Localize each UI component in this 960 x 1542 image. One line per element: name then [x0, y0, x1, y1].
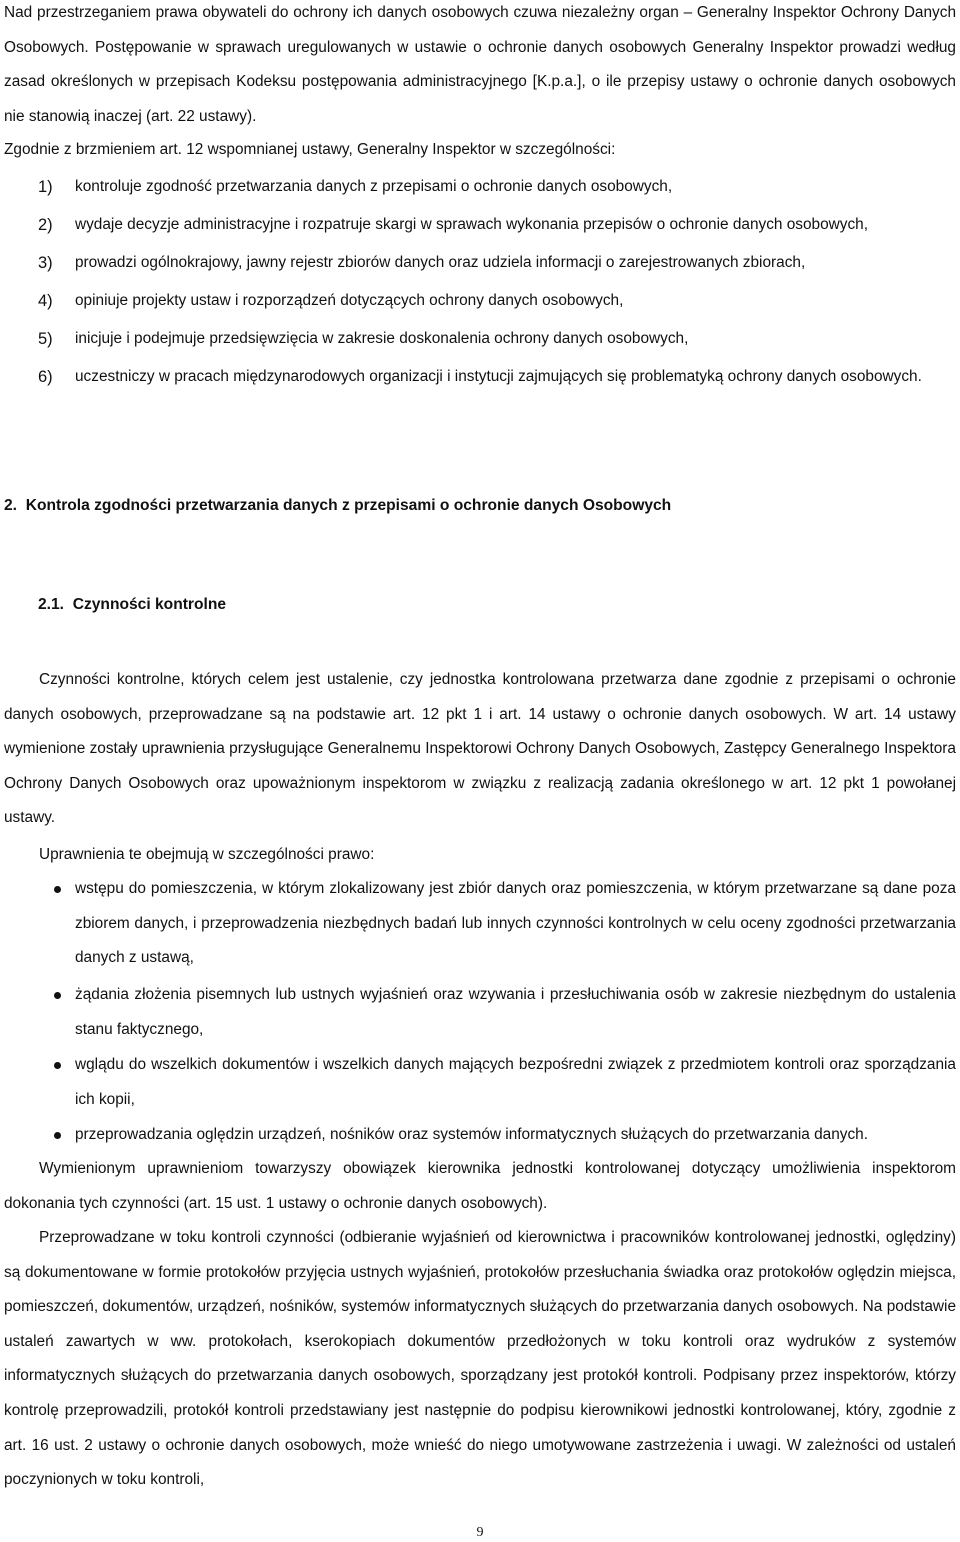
- section-2-heading: 2. Kontrola zgodności przetwarzania danych z przepisami o ochronie danych Osobowych: [4, 497, 672, 514]
- document-page: Nad przestrzeganiem prawa obywateli do ochrony ich danych osobowych czuwa niezależny organ – Generalny Inspektor Ochrony Danych Osobowych. Postępowanie w sprawach uregulowanych w ustawie o ochronie danych osobowych Generalny Inspektor prowadzi według zasad określonych w przepisach Kodeksu postępowania administracyjnego [K.p.a.], o ile przepisy ustawy o ochronie danych osobowych nie stanowią inaczej (art. 22 ustawy). Zgodnie z brzmieniem art. 12 wspomnianej ustawy, Generalny Inspektor w szczególności: 1) kontroluje zgodność przetwarzania danych z przepisami o ochronie danych osobowych, 2) wydaje decyzje administracyjne i rozpatruje skargi w sprawach wykonania przepisów o ochronie danych osobowych, 3) prowadzi ogólnokrajowy, jawny rejestr zbiorów danych oraz udziela informacji o zarejestrowanych zbiorach, 4) opiniuje projekty ustaw i rozporządzeń dotyczących ochrony danych osobowych, 5) inicjuje i podejmuje przedsięwzięcia w zakresie doskonalenia ochrony danych osobowych, 6) uczestniczy w pracach międzynarodowych organizacji i instytucji zajmujących się problematyką ochrony danych osobowych. 2. Kontrola zgodności przetwarzania danych z przepisami o ochronie danych Osobowych 2.1. Czynności kontrolne Czynności kontrolne, których celem jest ustalenie, czy jednostka kontrolowana przetwarza dane zgodnie z przepisami o ochronie danych osobowych, przeprowadzane są na podstawie art. 12 pkt 1 i art. 14 ustawy o ochronie danych osobowych. W art. 14 ustawy wymienione zostały uprawnienia przysługujące Generalnemu Inspektorowi Ochrony Danych Osobowych, Zastępcy Generalnego Inspektora Ochrony Danych Osobowych oraz upoważnionym inspektorom w związku z realizacją zadania określonego w art. 12 pkt 1 powołanej ustawy. Uprawnienia te obejmują w szczególności prawo: wstępu do pomieszczenia, w którym zlokalizowany jest zbiór danych oraz pomieszczenia, w którym przetwarzane są dane poza zbiorem danych, i przeprowadzenia niezbędnych badań lub innych czynności kontrolnych w celu oceny zgodności przetwarzania danych z ustawą, żądania złożenia pisemnych lub ustnych wyjaśnień oraz wzywania i przesłuchiwania osób w zakresie niezbędnym do ustalenia stanu faktycznego, wglądu do wszelkich dokumentów i wszelkich danych mających bezpośredni związek z przedmiotem kontroli oraz sporządzania ich kopii, przeprowadzania oględzin urządzeń, nośników oraz systemów informatycznych służących do przetwarzania danych. Wymienionym uprawnieniom towarzyszy obowiązek kierownika jednostki kontrolowanej dotyczący umożliwienia inspektorom dokonania tych czynności (art. 15 ust. 1 ustawy o ochronie danych osobowych). Przeprowadzane w toku kontroli czynności (odbieranie wyjaśnień od kierownictwa i pracowników kontrolowanej jednostki, oględziny) są dokumentowane w formie protokołów przyjęcia ustnych wyjaśnień, protokołów przesłuchania świadka oraz protokołów oględzin miejsca, pomieszczeń, dokumentów, urządzeń, nośników, systemów informatycznych służących do przetwarzania danych osobowych. Na podstawie ustaleń zawartych w ww. protokołach, kserokopiach dokumentów przedłożonych w toku kontroli oraz wydruków z systemów informatycznych służących do przetwarzania danych osobowych, sporządzany jest protokół kontroli. Podpisany przez inspektorów, którzy kontrolę przeprowadzili, protokół kontroli przedstawiany jest następnie do podpisu kierownikowi jednostki kontrolowanej, który, zgodnie z art. 16 ust. 2 ustawy o ochronie danych osobowych, może wnieść do niego umotywowane zastrzeżenia i uwagi. W zależności od ustaleń poczynionych w toku kontroli, 9: [0, 0, 960, 1542]
- czynnosci-paragraph: Czynności kontrolne, których celem jest ustalenie, czy jednostka kontrolowana przetwarza dane zgodnie z przepisami o ochronie danych osobowych, przeprowadzane są na podstawie art. 12 pkt 1 i art. 14 ustawy o ochronie danych osobowych. W art. 14 ustawy wymienione zostały uprawnienia przysługujące Generalnemu Inspektorowi Ochrony Danych Osobowych, Zastępcy Generalnego Inspektora Ochrony Danych Osobowych oraz upoważnionym inspektorom w związku z realizacją zadania określonego w art. 12 pkt 1 powołanej ustawy.: [4, 671, 956, 827]
- uprawnienia-paragraph: Uprawnienia te obejmują w szczególności prawo:: [39, 846, 375, 863]
- section-2-1-heading: 2.1. Czynności kontrolne: [38, 596, 227, 613]
- zgodnie-paragraph: Zgodnie z brzmieniem art. 12 wspomnianej ustawy, Generalny Inspektor w szczególności:: [4, 141, 616, 158]
- page-number: 9: [476, 1525, 484, 1540]
- bullet-icon: [54, 1062, 61, 1069]
- wymienionym-paragraph: Wymienionym uprawnieniom towarzyszy obowiązek kierownika jednostki kontrolowanej dotyczący umożliwienia inspektorom dokonania tych czynności (art. 15 ust. 1 ustawy o ochronie danych osobowych).: [4, 1160, 956, 1212]
- przeprowadzane-paragraph: Przeprowadzane w toku kontroli czynności (odbieranie wyjaśnień od kierownictwa i pracowników kontrolowanej jednostki, oględziny) są dokumentowane w formie protokołów przyjęcia ustnych wyjaśnień, protokołów przesłuchania świadka oraz protokołów oględzin miejsca, pomieszczeń, dokumentów, urządzeń, nośników, systemów informatycznych służących do przetwarzania danych osobowych. Na podstawie ustaleń zawartych w ww. protokołach, kserokopiach dokumentów przedłożonych w toku kontroli oraz wydruków z systemów informatycznych służących do przetwarzania danych osobowych, sporządzany jest protokół kontroli. Podpisany przez inspektorów, którzy kontrolę przeprowadzili, protokół kontroli przedstawiany jest następnie do podpisu kierownikowi jednostki kontrolowanej, który, zgodnie z art. 16 ust. 2 ustawy o ochronie danych osobowych, może wnieść do niego umotywowane zastrzeżenia i uwagi. W zależności od ustaleń poczynionych w toku kontroli,: [4, 1229, 956, 1489]
- bullet-icon: [54, 992, 61, 999]
- intro-paragraph: Nad przestrzeganiem prawa obywateli do ochrony ich danych osobowych czuwa niezależny organ – Generalny Inspektor Ochrony Danych Osobowych. Postępowanie w sprawach uregulowanych w ustawie o ochronie danych osobowych Generalny Inspektor prowadzi według zasad określonych w przepisach Kodeksu postępowania administracyjnego [K.p.a.], o ile przepisy ustawy o ochronie danych osobowych nie stanowią inaczej (art. 22 ustawy).: [4, 4, 956, 125]
- bullet-icon: [54, 1132, 61, 1139]
- bullet-icon: [54, 886, 61, 893]
